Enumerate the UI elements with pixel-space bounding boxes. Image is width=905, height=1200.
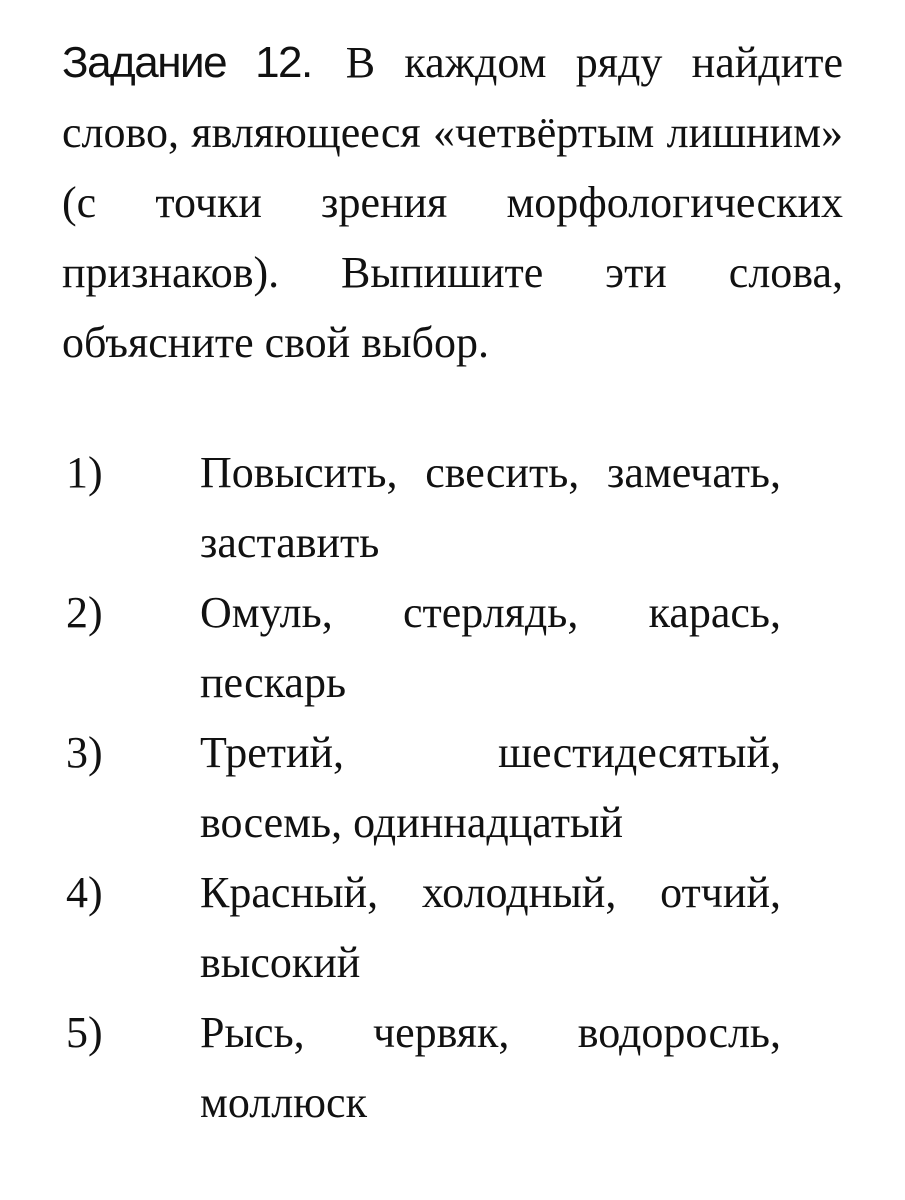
item-number: 3) xyxy=(66,728,103,777)
item-number: 1) xyxy=(66,448,103,497)
task-paragraph xyxy=(62,28,843,378)
list-item xyxy=(66,858,781,998)
item-number: 4) xyxy=(66,868,103,917)
answer-options-list xyxy=(66,438,781,1138)
item-words: Третий, шестидесятый, восемь, одиннадцатый xyxy=(200,728,781,847)
list-item xyxy=(66,718,781,858)
item-words: Рысь, червяк, водоросль, моллюск xyxy=(200,1008,781,1127)
document-page xyxy=(62,28,843,378)
item-words: Омуль, стерлядь, карась, пескарь xyxy=(200,588,781,707)
list-item xyxy=(66,438,781,578)
item-number: 5) xyxy=(66,1008,103,1057)
task-label: Задание 12. xyxy=(62,38,312,87)
item-words: Повысить, свесить, замечать, заставить xyxy=(200,448,781,567)
item-words: Красный, холодный, отчий, высокий xyxy=(200,868,781,987)
task-text: В каждом ряду найдите слово, являющееся «четвёртым лишним» (с точки зрения морфологических признаков). Выпишите эти слова, объясните свой выбор. xyxy=(62,38,843,367)
list-item xyxy=(66,998,781,1138)
item-number: 2) xyxy=(66,588,103,637)
list-item xyxy=(66,578,781,718)
